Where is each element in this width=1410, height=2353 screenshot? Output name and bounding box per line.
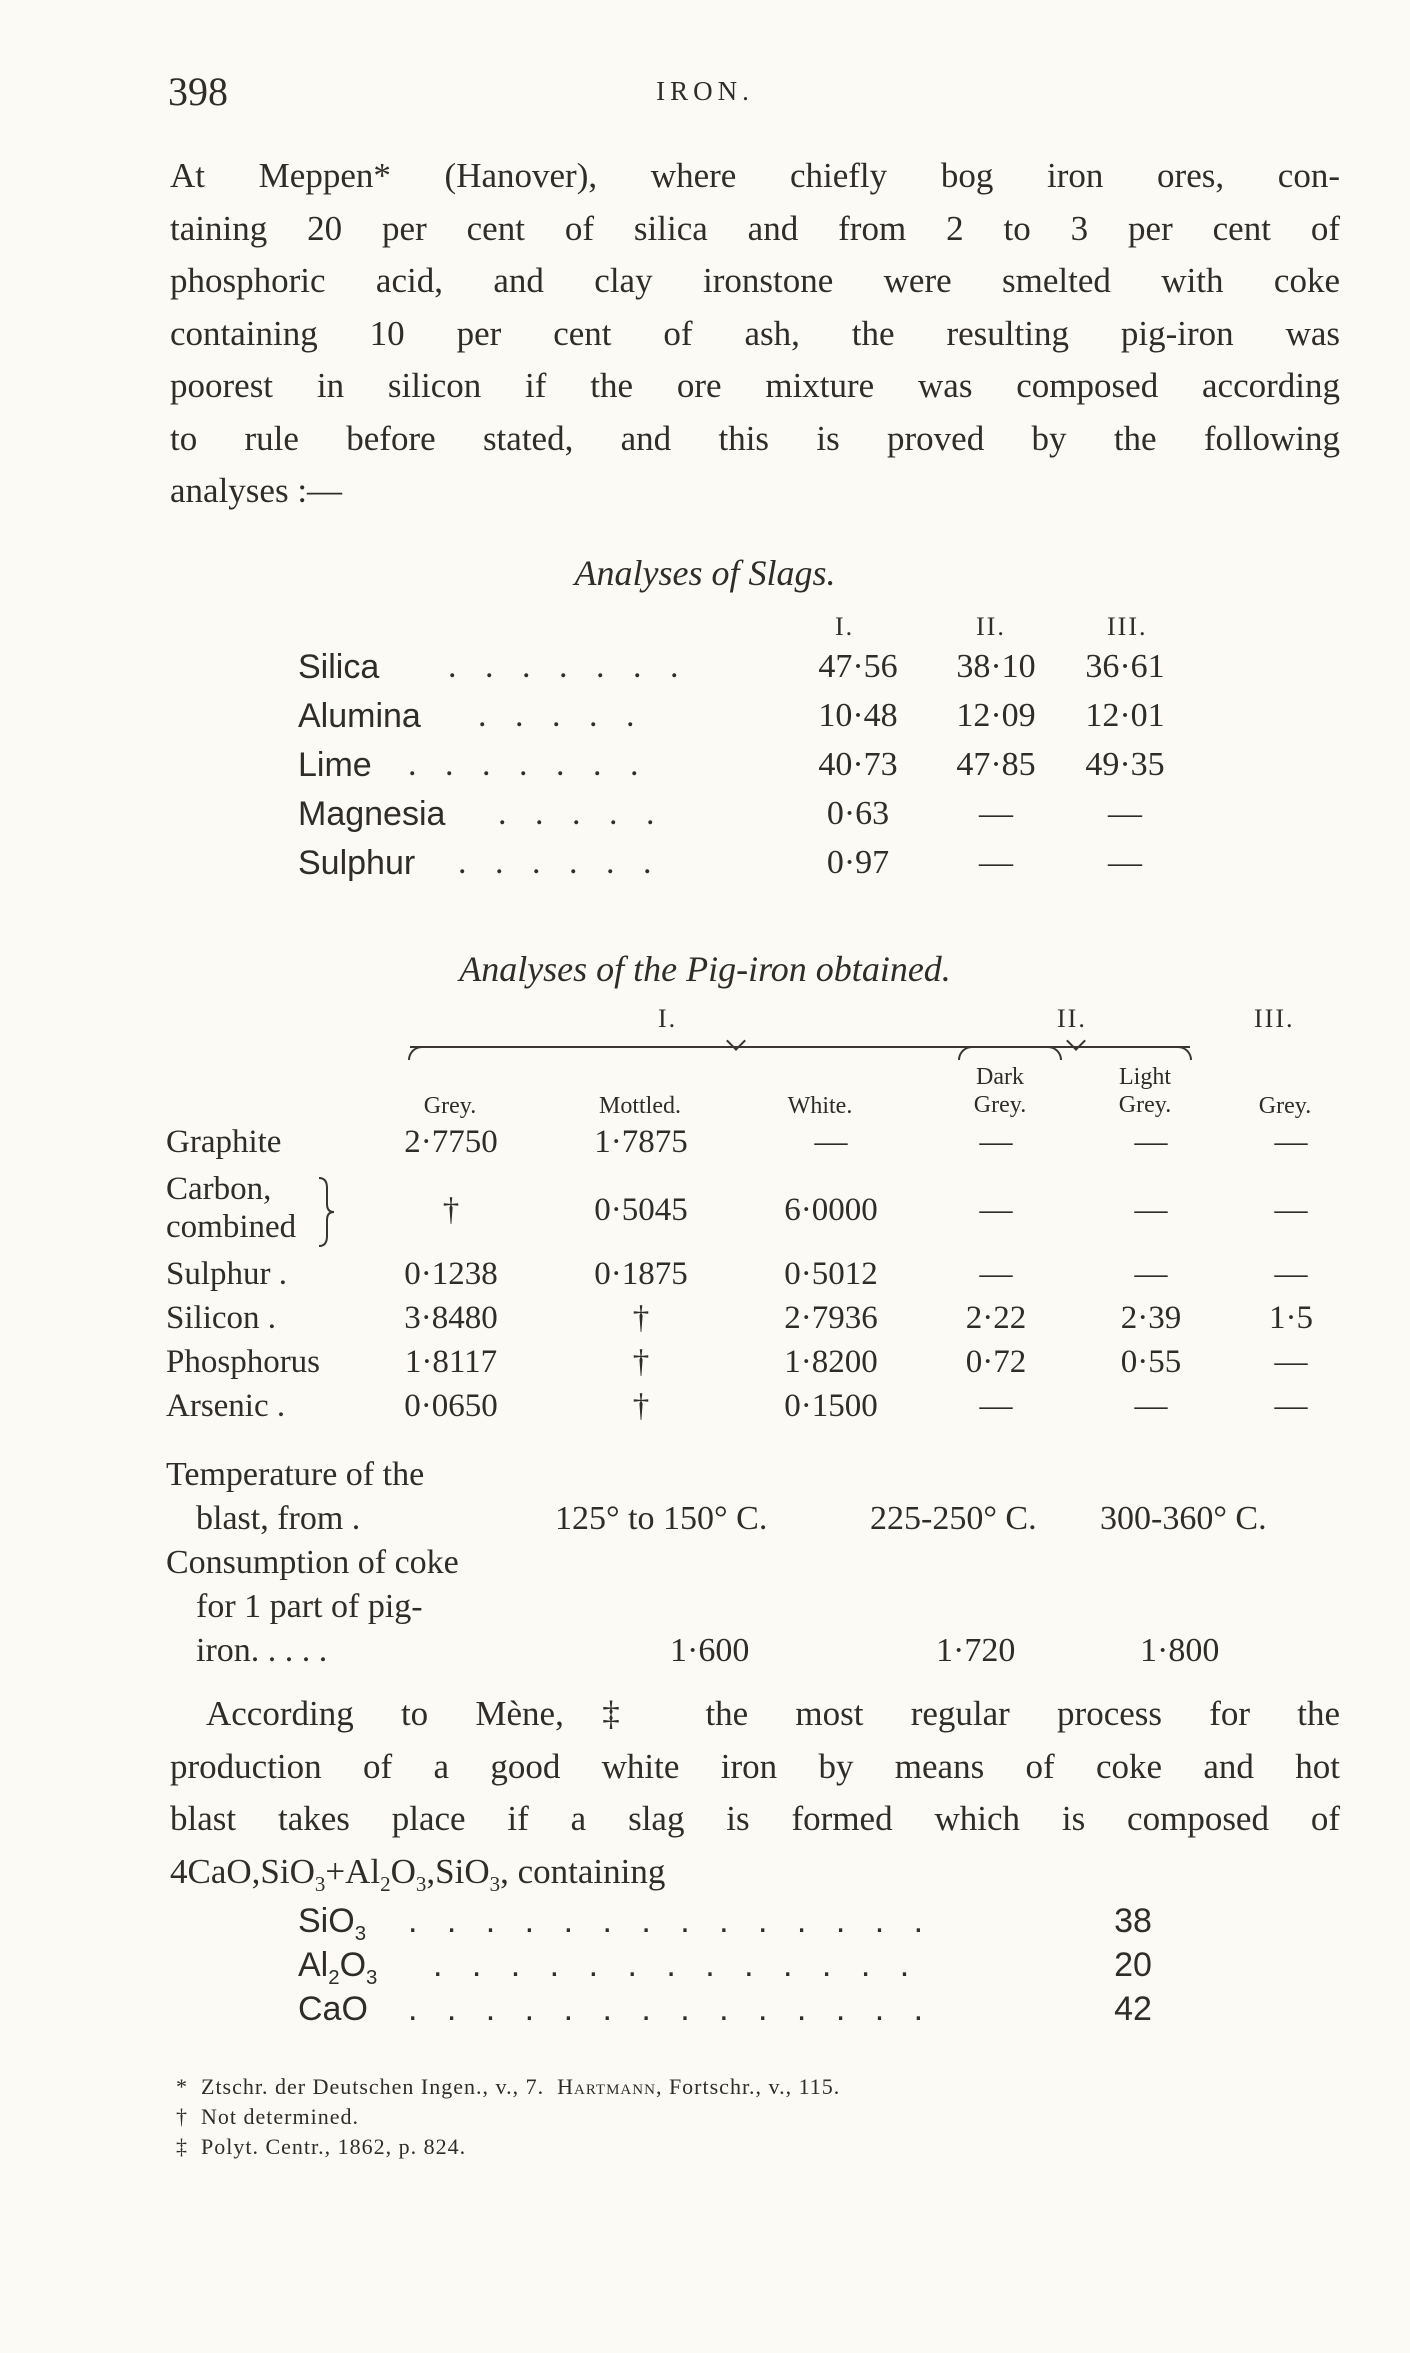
table-row <box>298 746 1198 794</box>
footnote-star <box>176 2074 840 2100</box>
row-label-line: Carbon, <box>166 1171 272 1207</box>
footnote-author: Hartmann <box>557 2074 656 2099</box>
table-row <box>298 844 1198 892</box>
text-line: containing 10 per cent of ash, the resulting pig-iron was <box>170 313 1340 353</box>
table-row <box>166 1388 1336 1432</box>
composition-row <box>298 1990 1198 2038</box>
cell: 0·72 <box>965 1344 1027 1380</box>
cell: — <box>1108 795 1142 832</box>
cell: 47·56 <box>818 648 898 685</box>
cell: — <box>979 1124 1013 1160</box>
cell: 0·1238 <box>404 1256 498 1292</box>
slag-col-2: II. <box>976 612 1006 641</box>
cell: — <box>1134 1256 1168 1292</box>
row-label: Sulphur <box>298 844 416 882</box>
right-brace-icon <box>316 1176 336 1248</box>
cell: — <box>979 844 1013 881</box>
leader-dots: . . . . . . . . . . . . . . <box>408 1902 934 1940</box>
running-title: IRON. <box>656 76 754 106</box>
cell: — <box>979 1388 1013 1424</box>
cell: — <box>1134 1124 1168 1160</box>
cell: 12·09 <box>956 697 1036 734</box>
cell: — <box>1274 1388 1308 1424</box>
table-row <box>166 1344 1336 1388</box>
col-header-mottled: Mottled. <box>599 1093 681 1119</box>
cell: 1·8200 <box>784 1344 878 1380</box>
cell: 0·1500 <box>784 1388 878 1424</box>
footnote-mark: ‡ <box>176 2134 188 2159</box>
cell: 10·48 <box>818 697 898 734</box>
text-line: taining 20 per cent of silica and from 2 to 3 per cent of <box>170 208 1340 248</box>
compound-label: CaO <box>298 1990 368 2028</box>
cell: 0·63 <box>826 795 890 832</box>
intro-paragraph <box>170 150 1340 518</box>
table-row <box>298 697 1198 745</box>
cell: 0·1875 <box>594 1256 688 1292</box>
cell: — <box>1274 1344 1308 1380</box>
cell: 38·10 <box>956 648 1036 685</box>
row-label: Silicon . <box>166 1300 277 1336</box>
composition-row <box>298 1946 1198 1994</box>
col-header-light-grey: Light Grey. <box>1118 1064 1172 1118</box>
text-line: At Meppen* (Hanover), where chiefly bog iron ores, con- <box>170 156 1340 195</box>
footnote-text: Ztschr. der Deutschen Ingen., v., 7. <box>201 2074 545 2099</box>
table-row <box>298 648 1198 696</box>
leader-dots: . . . . . . <box>458 844 662 881</box>
text-line: poorest in silicon if the ore mixture was composed according <box>170 366 1340 405</box>
leader-dots: . . . . . <box>478 697 645 734</box>
compound-value: 20 <box>1114 1946 1152 1984</box>
cell: 1·8117 <box>404 1344 498 1380</box>
cell: — <box>1274 1192 1308 1228</box>
table-row <box>166 1300 1336 1344</box>
cell: 3·8480 <box>404 1300 498 1336</box>
cell: 2·39 <box>1120 1300 1182 1336</box>
cell: — <box>814 1124 848 1160</box>
cell: — <box>1134 1388 1168 1424</box>
table-row <box>298 795 1198 843</box>
cell: 40·73 <box>818 746 898 783</box>
table-row <box>166 1124 1336 1168</box>
cell: 1·5 <box>1269 1300 1313 1336</box>
cell: 6·0000 <box>784 1192 878 1228</box>
temperature-value-1: 125° to 150° C. <box>555 1500 768 1537</box>
cell: 0·55 <box>1120 1344 1182 1380</box>
slag-col-1: I. <box>835 612 855 641</box>
composition-row <box>298 1902 1198 1950</box>
coke-value-1: 1·600 <box>670 1632 750 1669</box>
leader-dots: . . . . . . . <box>448 648 689 685</box>
leader-dots: . . . . . . . <box>408 746 649 783</box>
row-label: Phosphorus <box>166 1344 321 1380</box>
text-line: phosphoric acid, and clay ironstone were smelted with coke <box>170 261 1340 300</box>
footnote-mark: † <box>176 2104 188 2129</box>
cell: — <box>979 1192 1013 1228</box>
cell: 47·85 <box>956 746 1036 783</box>
text-line: to rule before stated, and this is proved by the following <box>170 418 1340 458</box>
footnote-ddagger <box>176 2134 466 2160</box>
temperature-label-2: blast, from . <box>196 1500 361 1537</box>
group-label-2: II. <box>1057 1004 1087 1033</box>
row-label: Sulphur . <box>166 1256 288 1292</box>
coke-value-2: 1·720 <box>936 1632 1016 1669</box>
row-label: Arsenic . <box>166 1388 286 1424</box>
coke-label-2: for 1 part of pig- <box>196 1588 423 1625</box>
formula-line: $4CaO,SiO_3+Al_2O_3,SiO_3$, containing <box>170 1851 666 1896</box>
temperature-value-2: 225-250° C. <box>870 1500 1037 1537</box>
cell: 12·01 <box>1085 697 1165 734</box>
cell: — <box>1134 1192 1168 1228</box>
page-header <box>0 68 1410 118</box>
page-number: 398 <box>168 69 228 114</box>
leader-dots: . . . . . <box>498 795 665 832</box>
text-line: blast takes place if a slag is formed which is composed of <box>170 1799 1340 1838</box>
table-row <box>166 1170 1336 1256</box>
col-header-white: White. <box>787 1093 853 1119</box>
group-brace-2 <box>960 1046 1190 1064</box>
text-line: analyses :— <box>170 471 343 510</box>
cell: — <box>979 795 1013 832</box>
compound-value: 38 <box>1114 1902 1152 1940</box>
cell: † <box>632 1388 650 1424</box>
footnote-dagger <box>176 2104 359 2130</box>
pigiron-table-title: Analyses of the Pig-iron obtained. <box>459 949 951 989</box>
footnote-mark: * <box>176 2074 188 2099</box>
footnote-text: Polyt. Centr., 1862, p. 824. <box>201 2134 467 2159</box>
cell: — <box>1108 844 1142 881</box>
cell: — <box>1274 1256 1308 1292</box>
col-header-grey: Grey. <box>423 1093 477 1119</box>
cell: 36·61 <box>1085 648 1165 685</box>
slag-col-3: III. <box>1107 612 1148 641</box>
cell: 2·7750 <box>404 1124 498 1160</box>
coke-label-1: Consumption of coke <box>166 1544 459 1581</box>
temperature-label-1: Temperature of the <box>166 1456 425 1493</box>
cell: 0·5012 <box>784 1256 878 1292</box>
row-label: Lime <box>298 746 372 784</box>
group-label-3: III. <box>1254 1004 1295 1033</box>
cell: † <box>442 1192 460 1228</box>
group-label-1: I. <box>658 1004 678 1033</box>
cell: — <box>1274 1124 1308 1160</box>
cell: † <box>632 1300 650 1336</box>
table-row <box>166 1256 1336 1300</box>
compound-label: $Al_2O_3$ <box>298 1946 378 1989</box>
row-label: Graphite <box>166 1124 282 1160</box>
row-label: Magnesia <box>298 795 446 833</box>
col-header-grey-3: Grey. <box>1258 1093 1312 1119</box>
text-line: production of a good white iron by means of coke and hot <box>170 1746 1340 1786</box>
row-label <box>166 1170 296 1246</box>
cell: 0·0650 <box>404 1388 498 1424</box>
coke-label-3: iron. . . . . <box>196 1632 328 1669</box>
row-label: Silica <box>298 648 380 686</box>
cell: † <box>632 1344 650 1380</box>
cell: 49·35 <box>1085 746 1165 783</box>
cell: 1·7875 <box>594 1124 688 1160</box>
footnote-text: , Fortschr., v., 115. <box>655 2074 841 2099</box>
col-header-dark-grey: Dark Grey. <box>973 1064 1027 1118</box>
leader-dots: . . . . . . . . . . . . . <box>433 1946 920 1984</box>
cell: — <box>979 1256 1013 1292</box>
temperature-value-3: 300-360° C. <box>1100 1500 1267 1537</box>
compound-label: SiO$_3$ <box>298 1902 367 1945</box>
cell: 0·97 <box>826 844 890 881</box>
cell: 0·5045 <box>594 1192 688 1228</box>
row-label-line: combined <box>166 1209 297 1245</box>
leader-dots: . . . . . . . . . . . . . . <box>408 1990 934 2028</box>
text-line: According to Mène,‡ the most regular process for the <box>206 1694 1340 1733</box>
coke-value-3: 1·800 <box>1140 1632 1220 1669</box>
row-label: Alumina <box>298 697 421 735</box>
footnote-text: Not determined. <box>201 2104 359 2129</box>
slag-table-title: Analyses of Slags. <box>574 553 836 593</box>
mene-paragraph <box>170 1688 1340 1910</box>
cell: 2·22 <box>965 1300 1027 1336</box>
formula-suffix: , containing <box>500 1851 666 1891</box>
compound-value: 42 <box>1114 1990 1152 2028</box>
cell: 2·7936 <box>784 1300 878 1336</box>
